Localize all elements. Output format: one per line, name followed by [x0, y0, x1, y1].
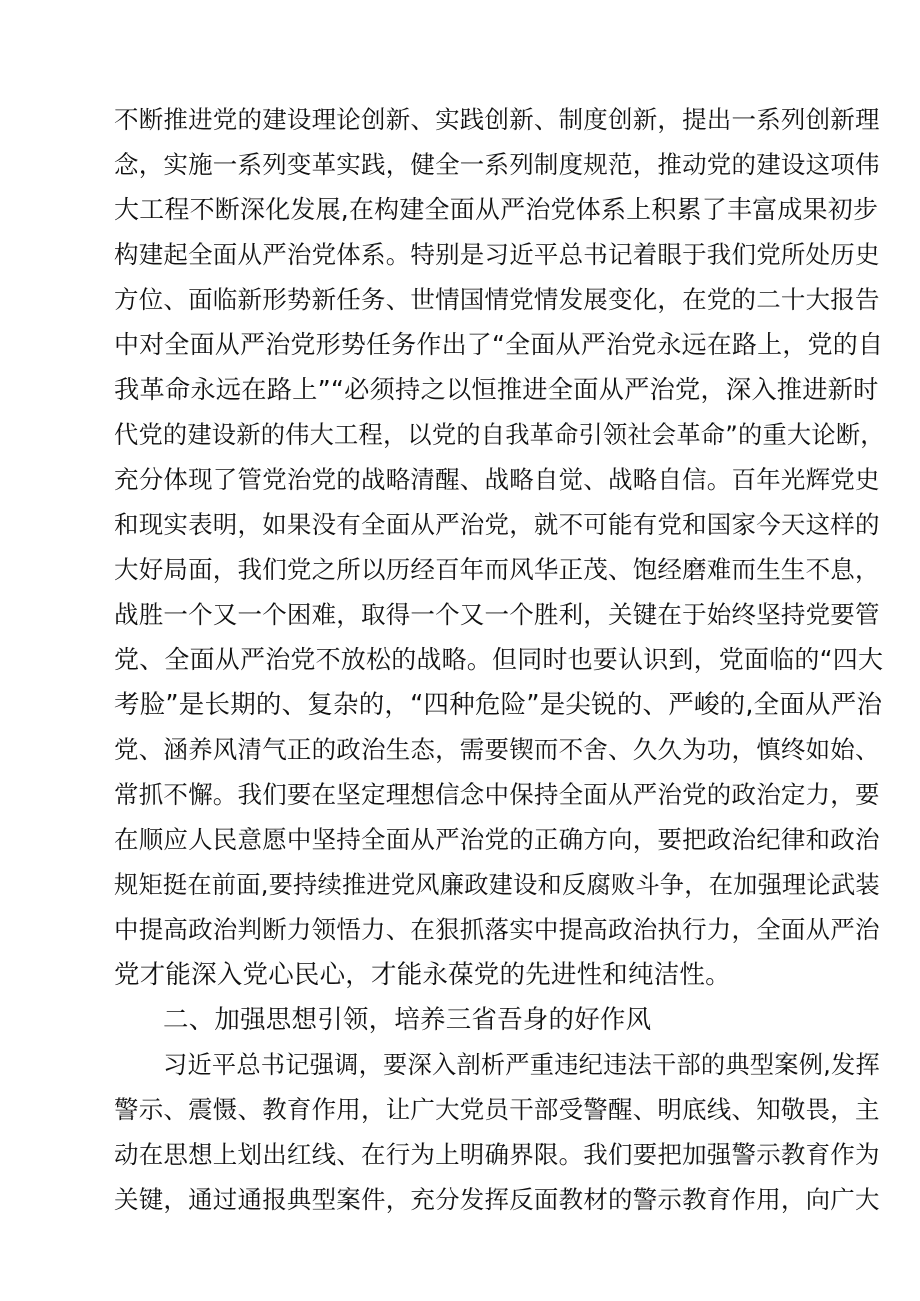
body-line-20: 党才能深入党心民心，才能永葆党的先进性和纯洁性。	[114, 960, 731, 990]
body-line-2: 念，实施一系列变革实践，健全一系列制度规范，推动党的建设这项伟	[114, 150, 880, 179]
body-line-11: 大好局面，我们党之所以历经百年而风华正茂、饱经磨难而生生不息，	[114, 555, 880, 584]
body-line-18: 规矩挺在前面,要持续推进党风廉政建设和反腐败斗争，在加强理论武装	[114, 870, 880, 899]
body-line-23: 警示、震慑、教育作用，让广大党员干部受警醒、明底线、知敬畏，主	[114, 1095, 880, 1124]
body-line-16: 常抓不懈。我们要在坚定理想信念中保持全面从严治党的政治定力，要	[114, 780, 880, 809]
body-line-14: 考脸”是长期的、复杂的，“四种危险”是尖锐的、严峻的,全面从严治	[114, 690, 883, 720]
body-line-12: 战胜一个又一个困难，取得一个又一个胜利，关键在于始终坚持党要管	[114, 600, 880, 629]
section-heading: 二、加强思想引领，培养三省吾身的好作风	[163, 1005, 652, 1035]
body-line-9: 充分体现了管党治党的战略清醒、战略自觉、战略自信。百年光辉党史	[114, 465, 880, 494]
body-line-5: 方位、面临新形势新任务、世情国情党情发展变化，在党的二十大报告	[114, 285, 880, 314]
body-line-1: 不断推进党的建设理论创新、实践创新、制度创新，提出一系列创新理	[114, 105, 880, 134]
body-line-15: 党、涵养风清气正的政治生态，需要锲而不舍、久久为功，慎终如始、	[114, 735, 880, 764]
body-line-17: 在顺应人民意愿中坚持全面从严治党的正确方向，要把政治纪律和政治	[114, 825, 880, 854]
body-line-8: 代党的建设新的伟大工程，以党的自我革命引领社会革命”的重大论断，	[114, 420, 885, 449]
body-line-24: 动在思想上划出红线、在行为上明确界限。我们要把加强警示教育作为	[114, 1140, 880, 1169]
body-line-19: 中提高政治判断力领悟力、在狠抓落实中提高政治执行力，全面从严治	[114, 915, 880, 944]
body-line-22: 习近平总书记强调，要深入剖析严重违纪违法干部的典型案例,发挥	[163, 1050, 880, 1079]
body-line-10: 和现实表明，如果没有全面从严治党，就不可能有党和国家今天这样的	[114, 510, 880, 539]
body-line-3: 大工程不断深化发展,在构建全面从严治党体系上积累了丰富成果初步	[114, 195, 879, 224]
body-line-4: 构建起全面从严治党体系。特别是习近平总书记着眼于我们党所处历史	[114, 240, 880, 269]
body-line-13: 党、全面从严治党不放松的战略。但同时也要认识到，党面临的“四大	[114, 645, 884, 674]
body-line-7: 我革命永远在路上”“必须持之以恒推进全面从严治党，深入推进新时	[114, 375, 879, 404]
body-line-25: 关键，通过通报典型案件，充分发挥反面教材的警示教育作用，向广大	[114, 1185, 880, 1214]
body-line-6: 中对全面从严治党形势任务作出了“全面从严治党永远在路上，党的自	[114, 330, 884, 359]
